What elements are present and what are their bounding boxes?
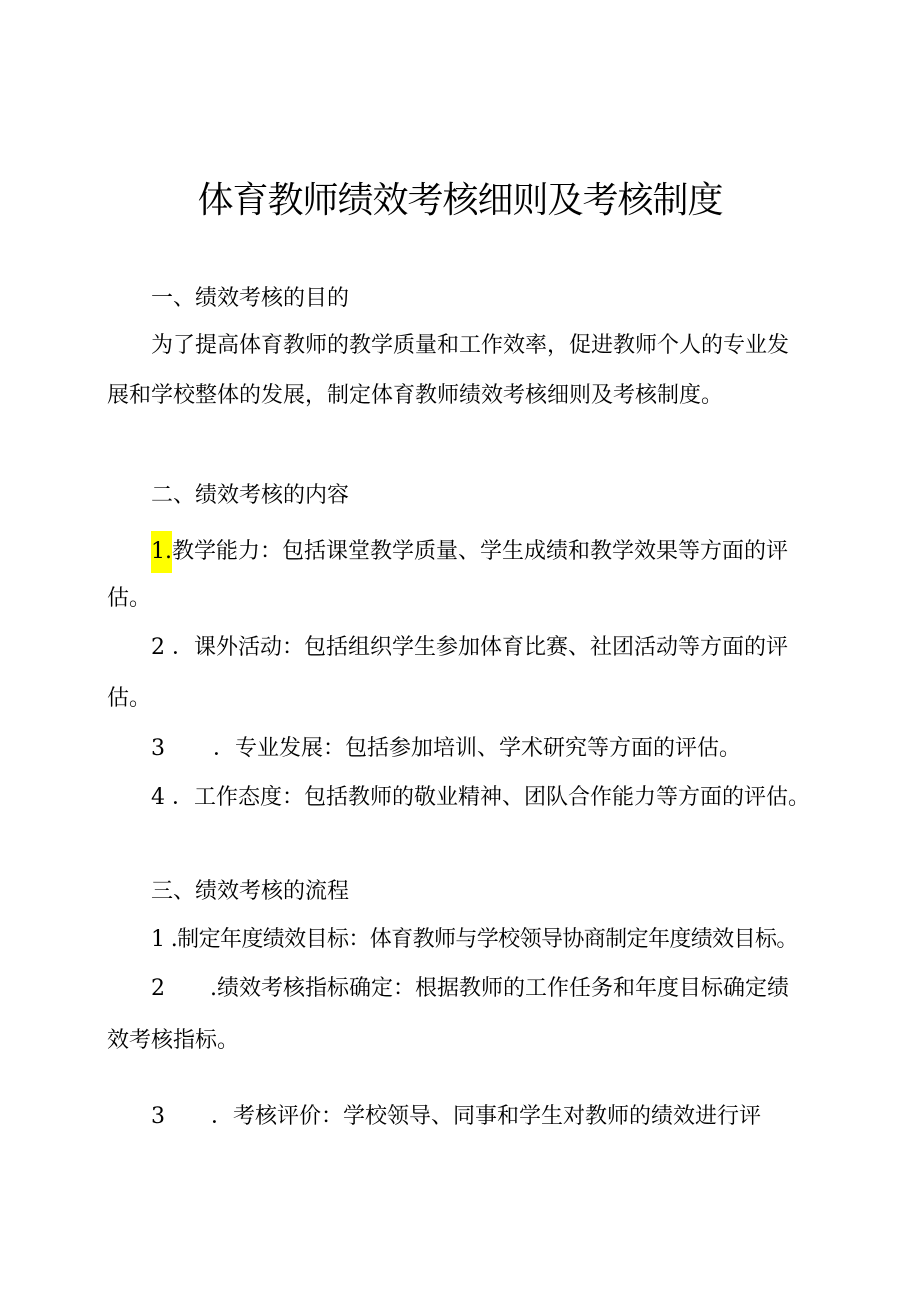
list-item-1 bbox=[151, 531, 788, 573]
list-item-text: ．专业发展：包括参加培训、学术研究等方面的评估。 bbox=[213, 736, 742, 761]
list-item-text: 教学能力：包括课堂教学质量、学生成绩和教学效果等方面的评 bbox=[172, 539, 789, 564]
list-item-continuation: 效考核指标。 bbox=[107, 1028, 240, 1053]
list-item-number: 2 bbox=[151, 976, 165, 1001]
list-item-4: 4 ．工作态度：包括教师的敬业精神、团队合作能力等方面的评估。 bbox=[151, 785, 810, 810]
process-item-3 bbox=[151, 1102, 761, 1132]
section-heading-3: 三、绩效考核的流程 bbox=[151, 879, 350, 904]
list-item-number: 3 bbox=[151, 736, 165, 761]
highlighted-number: 1. bbox=[151, 531, 172, 573]
process-item-1: 1 .制定年度绩效目标：体育教师与学校领导协商制定年度绩效目标。 bbox=[151, 927, 798, 952]
paragraph-line: 展和学校整体的发展，制定体育教师绩效考核细则及考核制度。 bbox=[107, 383, 724, 408]
section-heading-1: 一、绩效考核的目的 bbox=[151, 286, 350, 311]
document-title: 体育教师绩效考核细则及考核制度 bbox=[197, 180, 723, 221]
process-item-2 bbox=[151, 974, 789, 1004]
list-item-2: 2 ．课外活动：包括组织学生参加体育比赛、社团活动等方面的评 bbox=[151, 635, 788, 660]
list-item-number: 3 bbox=[151, 1104, 165, 1129]
section-heading-2: 二、绩效考核的内容 bbox=[151, 483, 350, 508]
list-item-text: ．考核评价：学校领导、同事和学生对教师的绩效进行评 bbox=[211, 1104, 762, 1129]
list-item-text: .绩效考核指标确定：根据教师的工作任务和年度目标确定绩 bbox=[210, 976, 789, 1001]
list-item-continuation: 估。 bbox=[107, 586, 152, 611]
paragraph-line: 为了提高体育教师的教学质量和工作效率，促进教师个人的专业发 bbox=[151, 333, 790, 358]
list-item-continuation: 估。 bbox=[107, 686, 152, 711]
list-item-3 bbox=[151, 734, 741, 764]
